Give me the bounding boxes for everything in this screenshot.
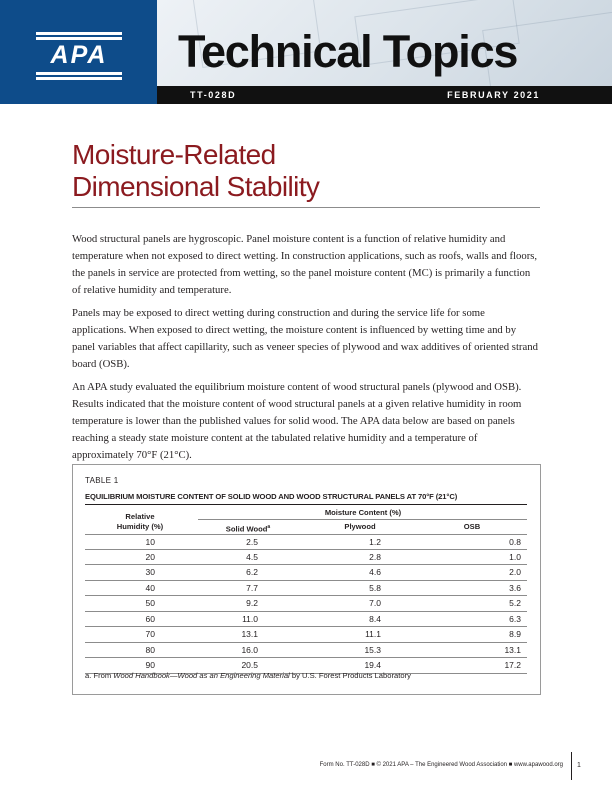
footnote-marker: a: [267, 524, 271, 530]
cell-plywood: 2.8: [369, 551, 381, 562]
column-group-rule: [198, 519, 527, 520]
table-row: [85, 596, 527, 612]
cell-osb: 6.3: [509, 613, 521, 624]
column-header-plywood: Plywood: [344, 522, 376, 531]
cell-plywood: 7.0: [369, 598, 381, 608]
logo-rule: [36, 32, 122, 35]
footnote-source-title: Wood Handbook—Wood as an Engineering Material: [113, 671, 290, 680]
cell-solid-wood: 16.0: [241, 644, 258, 655]
page-title-line: Moisture-Related: [72, 139, 276, 170]
cell-plywood: 11.1: [365, 629, 381, 639]
cell-relative-humidity: 40: [145, 582, 155, 593]
cell-relative-humidity: 70: [145, 629, 155, 639]
page-title: [72, 139, 542, 203]
cell-osb: 3.6: [509, 582, 521, 593]
cell-plywood: 4.6: [369, 567, 381, 577]
cell-relative-humidity: 50: [145, 598, 155, 608]
footer-divider: [571, 752, 572, 780]
body-paragraph: Panels may be exposed to direct wetting during construction and during the service life for some applications. When exposed to direct wetting, the moisture content is influenced by wetting time and by panel variables that affect capillarity, such as veneer species of plywood and wax additives of oriented strand board (OSB).: [72, 307, 538, 370]
cell-solid-wood: 11.0: [242, 613, 258, 624]
title-divider: [72, 207, 540, 208]
table-row: [85, 643, 527, 659]
cell-relative-humidity: 80: [145, 644, 155, 655]
cell-solid-wood: 13.1: [241, 629, 258, 639]
document-number: TT-028D: [190, 90, 237, 100]
page-title-line: Dimensional Stability: [72, 171, 320, 202]
cell-relative-humidity: 20: [145, 551, 155, 562]
logo-rule: [36, 72, 122, 75]
table-row: [85, 565, 527, 581]
moisture-table: [72, 464, 541, 695]
series-title: Technical Topics: [178, 26, 518, 77]
table-label: TABLE 1: [85, 476, 119, 485]
cell-osb: 8.9: [509, 629, 521, 639]
cell-relative-humidity: 10: [145, 537, 155, 547]
logo-text: APA: [50, 41, 108, 69]
cell-osb: 0.8: [509, 537, 521, 547]
cell-solid-wood: 4.5: [246, 551, 258, 562]
column-header-solid-wood: [198, 522, 298, 535]
table-heading: EQUILIBRIUM MOISTURE CONTENT OF SOLID WOOD AND WOOD STRUCTURAL PANELS AT 70°F (21°C): [85, 492, 458, 501]
column-header-osb: OSB: [463, 522, 481, 531]
table-row: [85, 627, 527, 643]
cell-solid-wood: 9.2: [246, 598, 258, 608]
cell-relative-humidity: 60: [145, 613, 155, 624]
apa-logo: [0, 0, 157, 104]
body-paragraph: Wood structural panels are hygroscopic. Panel moisture content is a function of relative humidity and temperature when not exposed to direct wetting. In construction applications, such as roofs, walls and floors, the panels in service are protected from wetting, so the panel moisture content (MC) is primarily a function of relative humidity and temperature.: [72, 233, 538, 296]
column-header-line: Humidity (%): [116, 522, 164, 531]
table-row: [85, 581, 527, 597]
document-date: FEBRUARY 2021: [447, 90, 540, 100]
footer-text: Form No. TT-028D ■ © 2021 APA – The Engineered Wood Association ■ www.apawood.org: [319, 762, 563, 768]
column-group-moisture-content: Moisture Content (%): [324, 508, 402, 517]
cell-plywood: 1.2: [369, 537, 381, 547]
cell-solid-wood: 7.7: [246, 582, 258, 593]
cell-relative-humidity: 90: [145, 660, 155, 670]
page-number: 1: [577, 762, 581, 769]
body-text: [72, 231, 540, 470]
cell-plywood: 15.3: [364, 644, 381, 655]
footnote-suffix: by U.S. Forest Products Laboratory: [289, 671, 411, 680]
body-paragraph: An APA study evaluated the equilibrium moisture content of wood structural panels (plywood and OSB). Results indicated that the moisture content of wood structural panels at a given relative humidity in room temperature is lower than the published values for solid wood. The APA data below are based on panels reaching a steady state moisture content at the tabulated relative humidity and a temperature of approximately 70°F (21°C).: [72, 381, 522, 461]
cell-solid-wood: 2.5: [246, 537, 258, 547]
cell-osb: 1.0: [509, 551, 521, 562]
footnote-prefix: a. From: [85, 671, 114, 680]
table-row: [85, 612, 527, 628]
cell-solid-wood: 6.2: [246, 567, 258, 577]
cell-osb: 13.1: [504, 644, 521, 655]
cell-osb: 17.2: [504, 660, 521, 670]
cell-solid-wood: 20.5: [241, 660, 258, 670]
column-header-label: Solid Wood: [225, 524, 268, 534]
logo-rule: [36, 77, 122, 80]
column-header-line: Relative: [125, 512, 155, 521]
cell-osb: 5.2: [509, 598, 521, 608]
table-row: [85, 550, 527, 566]
cell-plywood: 19.4: [364, 660, 381, 670]
table-row: [85, 534, 527, 550]
logo-rule: [36, 37, 122, 40]
cell-plywood: 5.8: [369, 582, 381, 593]
cell-osb: 2.0: [509, 567, 521, 577]
table-heading-rule: [85, 504, 527, 505]
table-body: [85, 534, 527, 674]
table-footnote: [85, 671, 411, 680]
cell-relative-humidity: 30: [145, 567, 155, 577]
column-header-relative-humidity: [85, 512, 195, 532]
cell-plywood: 8.4: [369, 613, 381, 624]
